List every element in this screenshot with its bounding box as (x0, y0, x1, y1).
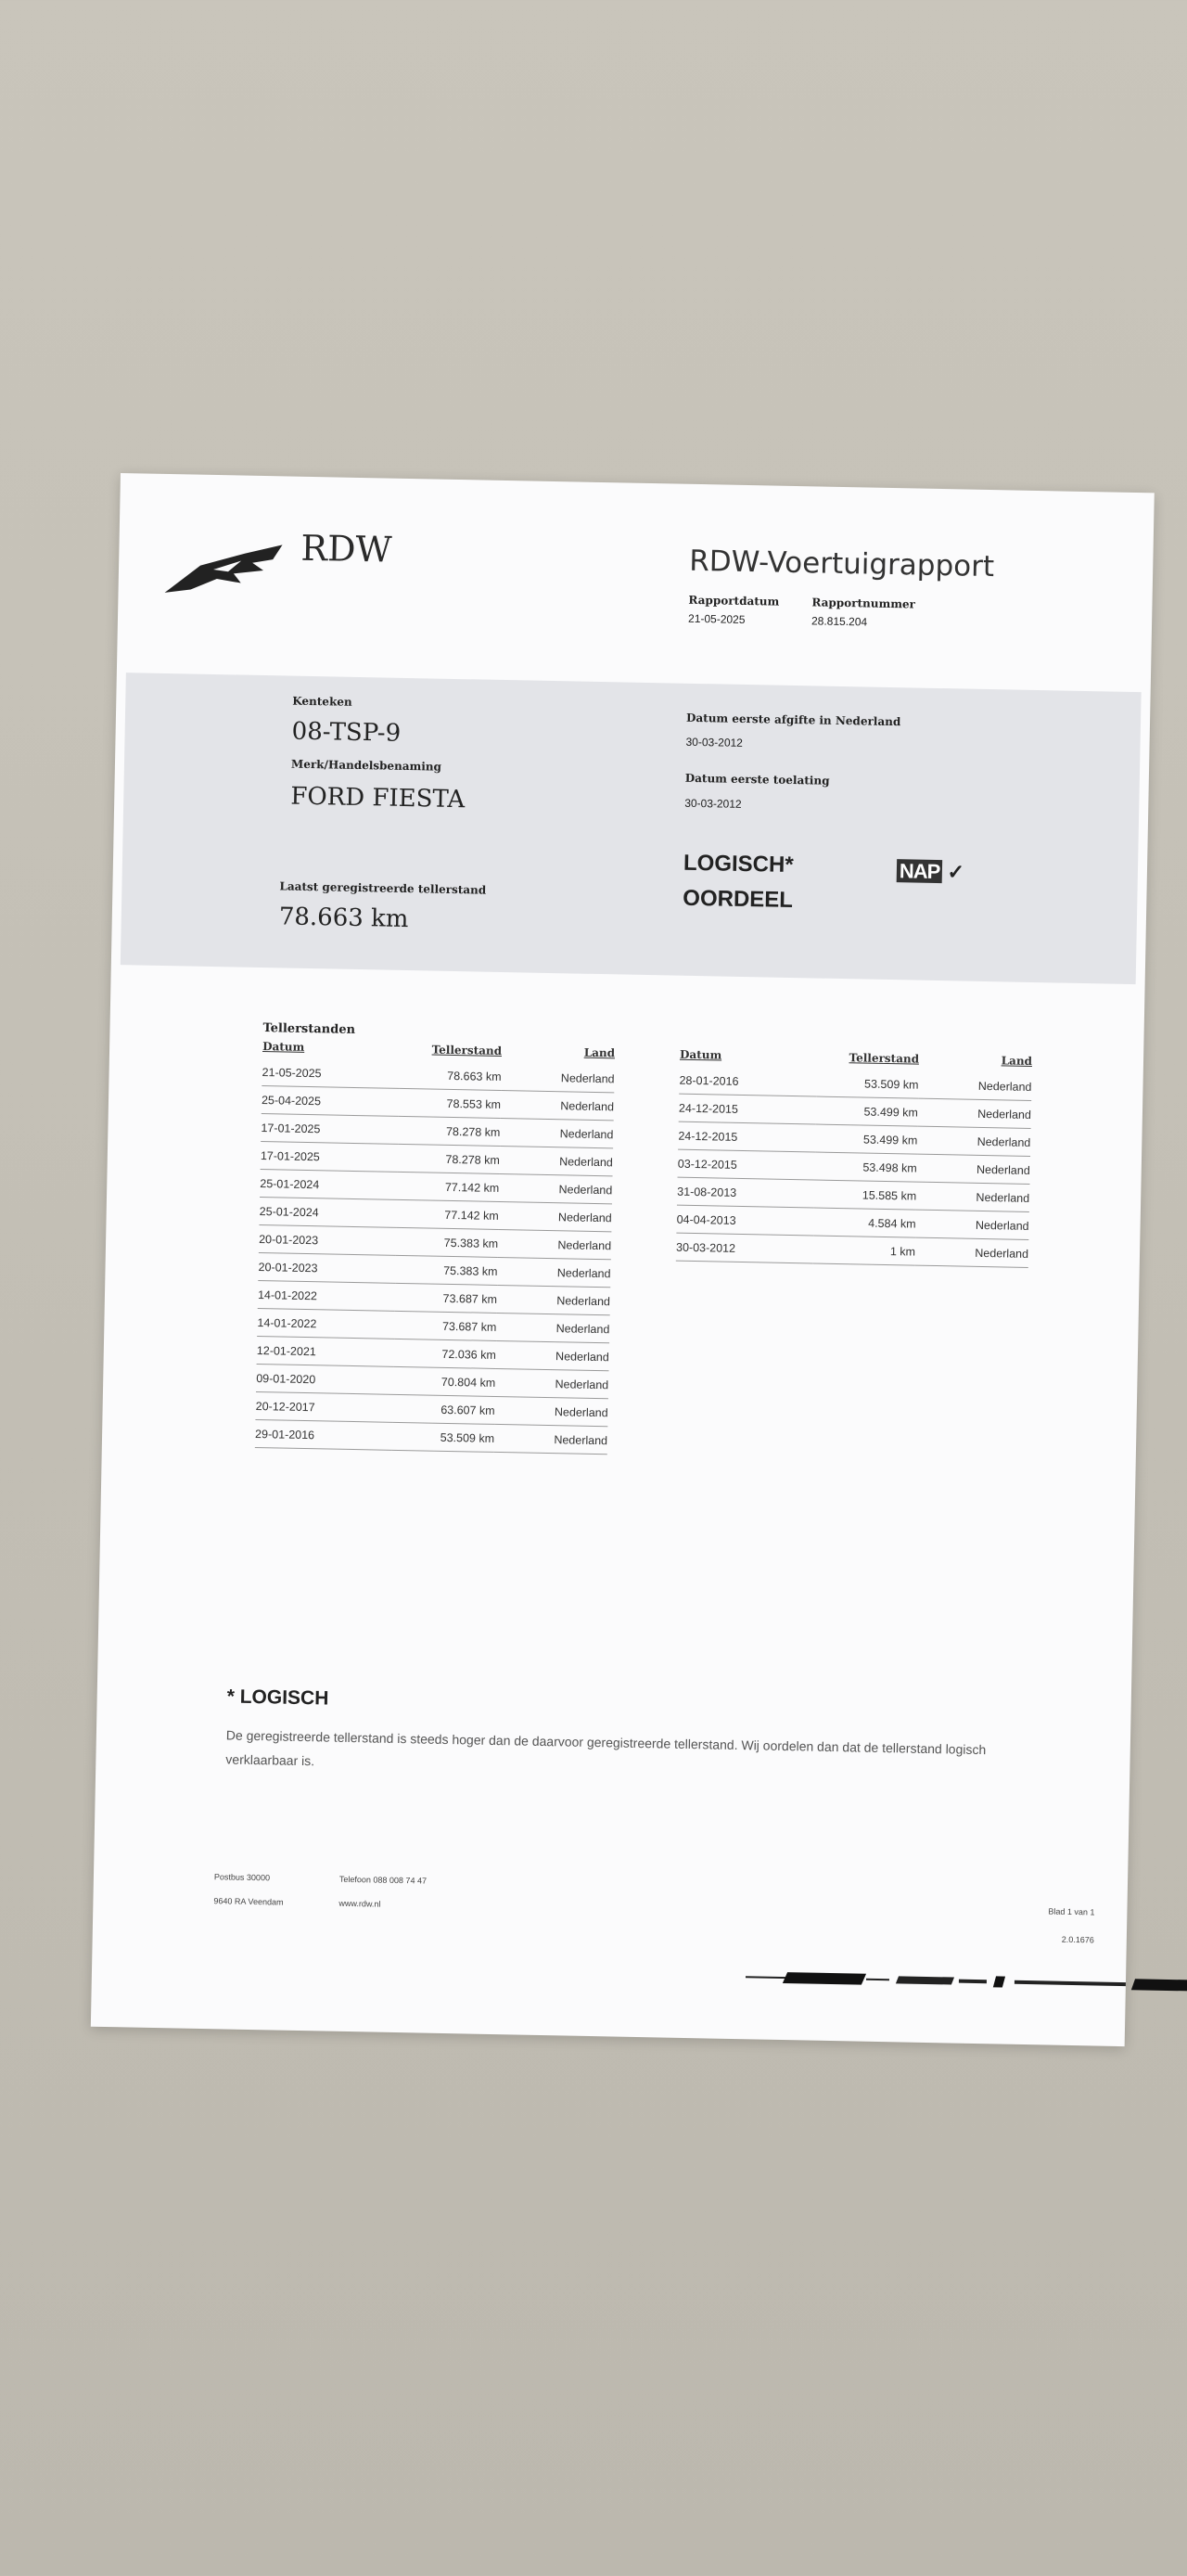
rdw-logo-icon (162, 541, 284, 598)
cell-country: Nederland (916, 1182, 1030, 1211)
cell-odometer: 53.509 km (816, 1070, 919, 1099)
odometer-value: 78.663 km (278, 903, 409, 934)
odometer-table-right (676, 1048, 1032, 1268)
cell-country: Nederland (495, 1368, 609, 1398)
cell-odometer: 53.509 km (392, 1422, 495, 1452)
col-header-country: Land (1001, 1054, 1033, 1068)
col-header-country: Land (583, 1045, 616, 1060)
brand-name: RDW (300, 527, 393, 570)
cell-country: Nederland (498, 1201, 612, 1231)
cell-date: 24-12-2015 (678, 1121, 816, 1152)
cell-odometer: 73.687 km (394, 1311, 497, 1340)
make-label: Merk/Handelsbenaming (290, 757, 442, 774)
report-number-label: Rapportnummer (811, 596, 916, 611)
cell-date: 14-01-2022 (258, 1281, 396, 1312)
cell-country: Nederland (494, 1424, 608, 1454)
cell-country: Nederland (915, 1210, 1029, 1239)
col-header-date: Datum (262, 1040, 305, 1054)
cell-odometer: 78.553 km (399, 1088, 502, 1118)
nap-logo (897, 859, 964, 884)
cell-odometer: 78.278 km (398, 1144, 501, 1173)
cell-country: Nederland (501, 1090, 615, 1120)
cell-country: Nederland (500, 1146, 614, 1175)
cell-odometer: 77.142 km (397, 1172, 500, 1201)
cell-odometer: 63.607 km (392, 1394, 495, 1424)
cell-country: Nederland (498, 1229, 612, 1259)
first-nl-value: 30-03-2012 (685, 735, 744, 750)
footer-page-info (1029, 1905, 1095, 1945)
col-header-date: Datum (679, 1047, 722, 1062)
cell-odometer: 53.499 km (815, 1124, 918, 1154)
legend-title: * LOGISCH (226, 1685, 329, 1710)
cell-country: Nederland (918, 1071, 1032, 1101)
cell-date: 28-01-2016 (679, 1067, 817, 1096)
cell-country: Nederland (494, 1396, 608, 1426)
report-title: RDW-Voertuigrapport (688, 544, 995, 584)
footer-address-line1: Postbus 30000 (213, 1872, 271, 1883)
vehicle-summary (121, 673, 1142, 984)
report-date-label: Rapportdatum (688, 593, 780, 609)
cell-odometer: 1 km (813, 1236, 916, 1265)
cell-odometer: 73.687 km (395, 1283, 498, 1313)
odometer-section-title: Tellerstanden (262, 1021, 356, 1037)
footer-address-line2: 9640 RA Veendam (213, 1896, 284, 1907)
cell-date: 25-04-2025 (262, 1086, 400, 1117)
cell-odometer: 70.804 km (393, 1366, 496, 1396)
cell-country: Nederland (496, 1313, 610, 1342)
footer-page: Blad 1 van 1 (1048, 1906, 1095, 1917)
col-header-odometer: Tellerstand (849, 1051, 920, 1066)
cell-date: 17-01-2025 (261, 1114, 399, 1145)
cell-date: 12-01-2021 (257, 1336, 395, 1366)
cell-country: Nederland (915, 1237, 1029, 1267)
cell-country: Nederland (918, 1098, 1032, 1128)
cell-odometer: 72.036 km (394, 1339, 497, 1368)
verdict (683, 846, 794, 918)
cell-odometer: 53.499 km (816, 1096, 919, 1126)
cell-date: 20-12-2017 (255, 1391, 393, 1422)
cell-country: Nederland (499, 1173, 613, 1203)
cell-odometer: 78.663 km (399, 1061, 502, 1091)
cell-date: 14-01-2022 (257, 1309, 395, 1339)
report-number (811, 596, 915, 629)
plate-value: 08-TSP-9 (291, 717, 402, 748)
cell-country: Nederland (497, 1285, 611, 1314)
report-date (688, 594, 779, 627)
plate-label: Kenteken (292, 694, 352, 709)
nap-logo-text: NAP (897, 859, 943, 883)
cell-date: 03-12-2015 (678, 1149, 816, 1180)
verdict-line2: OORDEEL (683, 885, 794, 914)
cell-country: Nederland (496, 1340, 610, 1370)
cell-odometer: 78.278 km (398, 1116, 501, 1146)
cell-odometer: 75.383 km (395, 1255, 498, 1285)
cell-odometer: 77.142 km (396, 1199, 499, 1229)
cell-country: Nederland (917, 1126, 1031, 1156)
footer-phone: Telefoon 088 008 74 47 (338, 1874, 428, 1886)
cell-country: Nederland (501, 1063, 615, 1093)
table-row (255, 1419, 608, 1454)
cell-odometer: 4.584 km (813, 1208, 916, 1237)
cell-date: 25-01-2024 (259, 1198, 397, 1228)
cell-date: 24-12-2015 (679, 1094, 817, 1124)
report-paper (91, 473, 1155, 2046)
cell-odometer: 15.585 km (814, 1180, 917, 1210)
cell-date: 20-01-2023 (259, 1225, 397, 1256)
footer-contact (338, 1874, 427, 1911)
cell-date: 20-01-2023 (258, 1253, 396, 1284)
cell-country: Nederland (916, 1154, 1030, 1184)
first-admission-label: Datum eerste toelating (684, 771, 830, 788)
verdict-line1: LOGISCH* (683, 850, 794, 878)
cell-country: Nederland (497, 1257, 611, 1287)
cell-odometer: 75.383 km (396, 1227, 499, 1257)
cell-date: 31-08-2013 (677, 1177, 815, 1208)
cell-date: 25-01-2024 (260, 1170, 398, 1200)
footer-address (213, 1871, 284, 1907)
cell-country: Nederland (500, 1118, 614, 1147)
footer-version: 2.0.1676 (1061, 1934, 1094, 1945)
make-value: FORD FIESTA (290, 782, 466, 814)
odometer-table-left (255, 1040, 615, 1455)
cell-date: 29-01-2016 (255, 1419, 393, 1450)
first-admission-value: 30-03-2012 (684, 796, 742, 811)
table-row (676, 1233, 1029, 1267)
report-date-value: 21-05-2025 (687, 611, 746, 626)
legend-text: De geregistreerde tellerstand is steeds hoger dan de daarvoor geregistreerde tellerstand. Wij oordelen dan dat de tellerstand logisch verklaarbaar is. (225, 1727, 987, 1769)
cell-date: 17-01-2025 (261, 1142, 399, 1173)
first-nl-label: Datum eerste afgifte in Nederland (685, 711, 901, 729)
footer-web: www.rdw.nl (338, 1898, 381, 1909)
cell-date: 09-01-2020 (256, 1364, 394, 1394)
barcode-icon (746, 1969, 1187, 1993)
check-icon: ✓ (947, 860, 964, 884)
col-header-odometer: Tellerstand (431, 1043, 503, 1058)
cell-date: 21-05-2025 (262, 1058, 400, 1088)
cell-date: 04-04-2013 (676, 1205, 814, 1236)
odometer-label: Laatst geregistreerde tellerstand (279, 879, 487, 897)
report-number-value: 28.815.204 (810, 614, 868, 629)
cell-odometer: 53.498 km (815, 1152, 918, 1182)
cell-date: 30-03-2012 (676, 1233, 814, 1263)
